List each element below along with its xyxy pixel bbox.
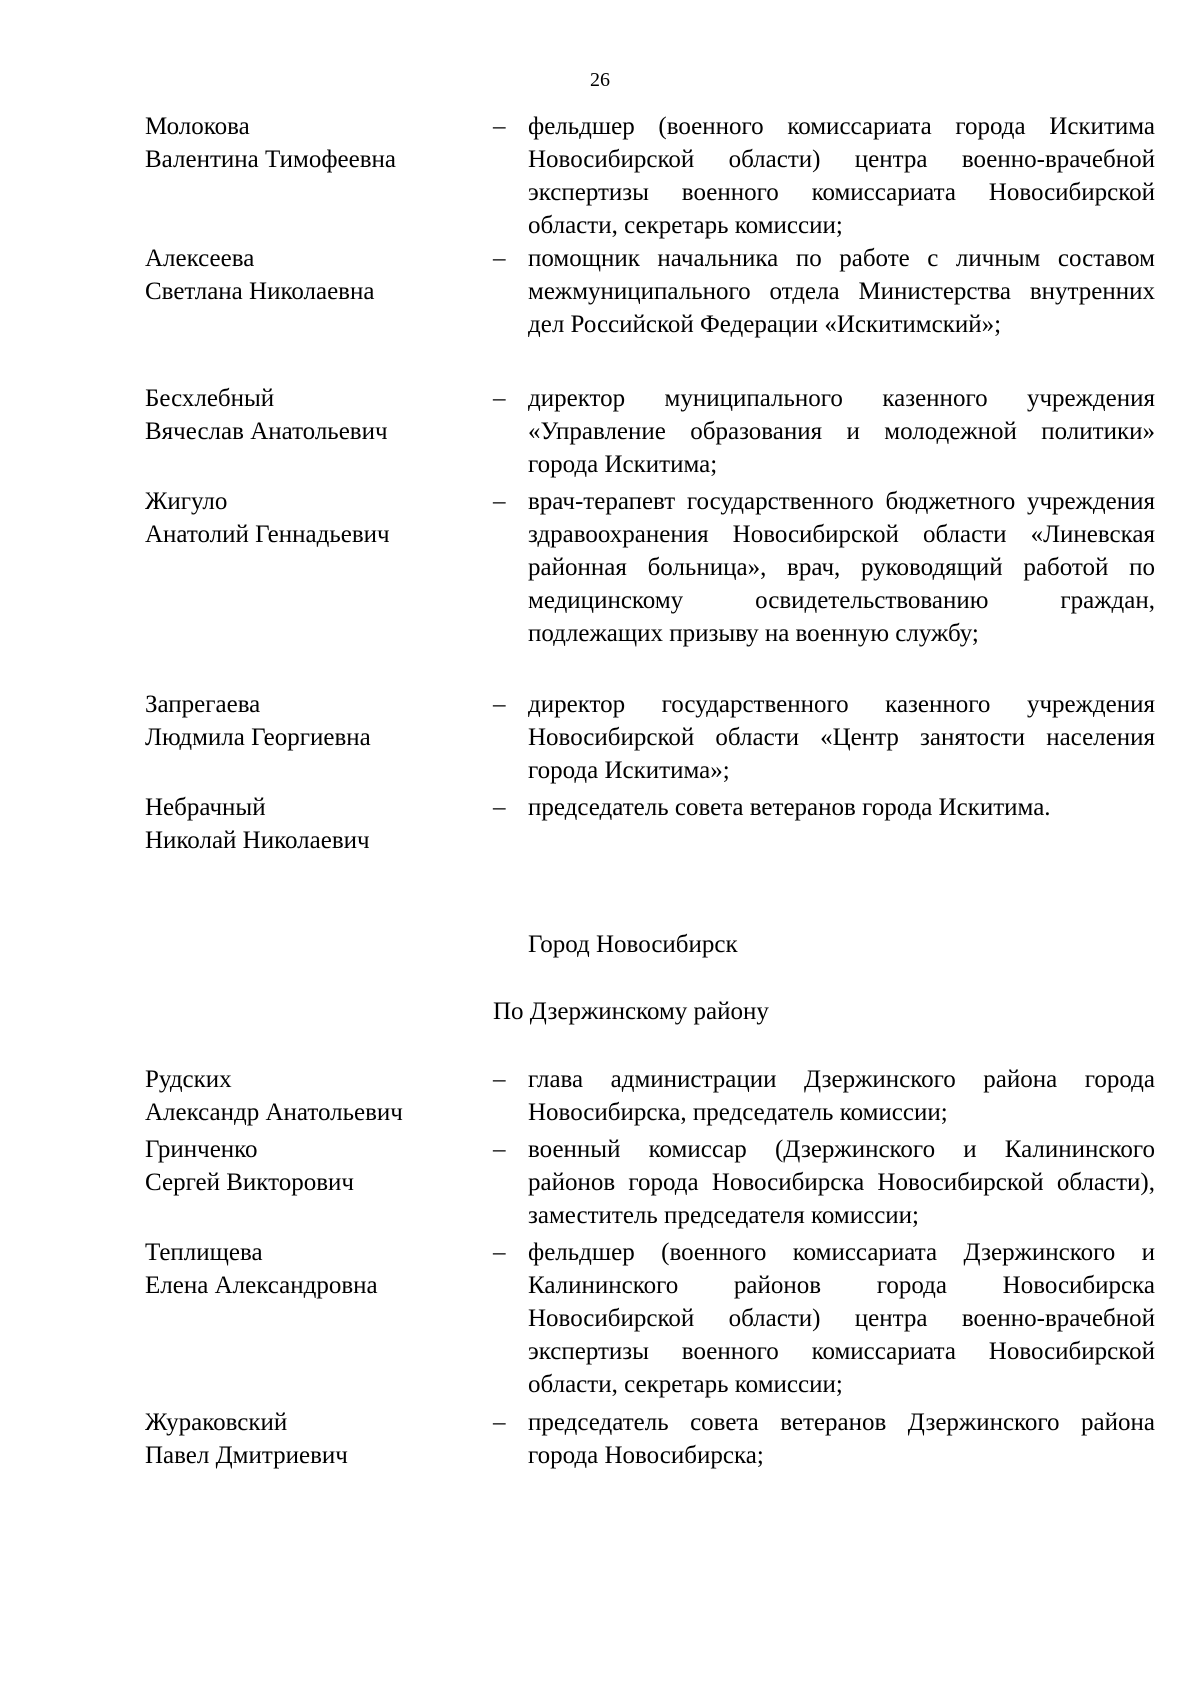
member-entry xyxy=(145,1236,1155,1406)
member-surname: Жураковский xyxy=(145,1409,288,1436)
member-entry xyxy=(145,110,1155,242)
member-given-names: Александр Анатольевич xyxy=(145,1099,403,1126)
member-surname: Гринченко xyxy=(145,1136,258,1163)
dash-separator: – xyxy=(493,245,506,272)
member-given-names: Елена Александровна xyxy=(145,1272,378,1299)
member-given-names: Сергей Викторович xyxy=(145,1169,354,1196)
dash-separator: – xyxy=(493,1409,506,1436)
dash-separator: – xyxy=(493,1066,506,1093)
member-list-iskitim xyxy=(145,110,1155,861)
dash-separator: – xyxy=(493,488,506,515)
member-surname: Рудских xyxy=(145,1066,232,1093)
dash-separator: – xyxy=(493,113,506,140)
member-position: директор государственного казенного учреждения Новосибирской области «Центр занятости населения города Искитима»; xyxy=(528,691,1155,784)
dash-separator: – xyxy=(493,691,506,718)
member-entry xyxy=(145,382,1155,485)
member-given-names: Анатолий Геннадьевич xyxy=(145,521,390,548)
member-given-names: Людмила Георгиевна xyxy=(145,724,371,751)
member-list-dzerzhinsky xyxy=(145,1063,1155,1476)
dash-separator: – xyxy=(493,794,506,821)
member-name xyxy=(145,242,475,308)
member-name xyxy=(145,1236,475,1302)
member-surname: Жигуло xyxy=(145,488,228,515)
member-given-names: Николай Николаевич xyxy=(145,827,370,854)
member-entry xyxy=(145,791,1155,861)
member-name xyxy=(145,485,475,551)
member-surname: Теплищева xyxy=(145,1239,263,1266)
member-given-names: Валентина Тимофеевна xyxy=(145,146,396,173)
member-position: фельдшер (военного комиссариата Дзержинского и Калининского районов города Новосибирска Новосибирской области) центра военно-врачебной экспертизы военного комиссариата Новосибирской области, секретарь комиссии; xyxy=(528,1239,1155,1398)
dash-separator: – xyxy=(493,1136,506,1163)
dash-separator: – xyxy=(493,385,506,412)
member-name xyxy=(145,1133,475,1199)
member-surname: Запрегаева xyxy=(145,691,261,718)
page-number: 26 xyxy=(590,69,610,91)
member-position: военный комиссар (Дзержинского и Калининского районов города Новосибирска Новосибирской области), заместитель председателя комиссии; xyxy=(528,1136,1155,1229)
member-entry xyxy=(145,485,1155,688)
member-entry xyxy=(145,1133,1155,1236)
member-position: помощник начальника по работе с личным составом межмуниципального отдела Министерства внутренних дел Российской Федерации «Искитимский»; xyxy=(528,245,1155,338)
member-surname: Небрачный xyxy=(145,794,266,821)
member-given-names: Вячеслав Анатольевич xyxy=(145,418,388,445)
member-entry xyxy=(145,1063,1155,1133)
member-position: директор муниципального казенного учреждения «Управление образования и молодежной политики» города Искитима; xyxy=(528,385,1155,478)
member-surname: Бесхлебный xyxy=(145,385,275,412)
member-given-names: Светлана Николаевна xyxy=(145,278,375,305)
member-entry xyxy=(145,1406,1155,1476)
member-position: глава администрации Дзержинского района города Новосибирска, председатель комиссии; xyxy=(528,1066,1155,1126)
member-position: фельдшер (военного комиссариата города Искитима Новосибирской области) центра военно-врачебной экспертизы военного комиссариата Новосибирской области, секретарь комиссии; xyxy=(528,113,1155,239)
member-name xyxy=(145,791,475,857)
member-name xyxy=(145,110,475,176)
member-entry xyxy=(145,242,1155,382)
member-entry xyxy=(145,688,1155,791)
city-heading: Город Новосибирск xyxy=(528,931,738,958)
member-position: врач-терапевт государственного бюджетного учреждения здравоохранения Новосибирской области «Линевская районная больница», врач, руководящий работой по медицинскому освидетельствованию граждан, подлежащих призыву на военную службу; xyxy=(528,488,1155,647)
member-name xyxy=(145,1063,475,1129)
member-name xyxy=(145,688,475,754)
member-surname: Молокова xyxy=(145,113,250,140)
member-name xyxy=(145,382,475,448)
member-given-names: Павел Дмитриевич xyxy=(145,1442,348,1469)
member-name xyxy=(145,1406,475,1472)
member-position: председатель совета ветеранов города Искитима. xyxy=(528,794,1051,821)
member-position: председатель совета ветеранов Дзержинского района города Новосибирска; xyxy=(528,1409,1155,1469)
dash-separator: – xyxy=(493,1239,506,1266)
district-heading: По Дзержинскому району xyxy=(493,998,769,1025)
member-surname: Алексеева xyxy=(145,245,255,272)
